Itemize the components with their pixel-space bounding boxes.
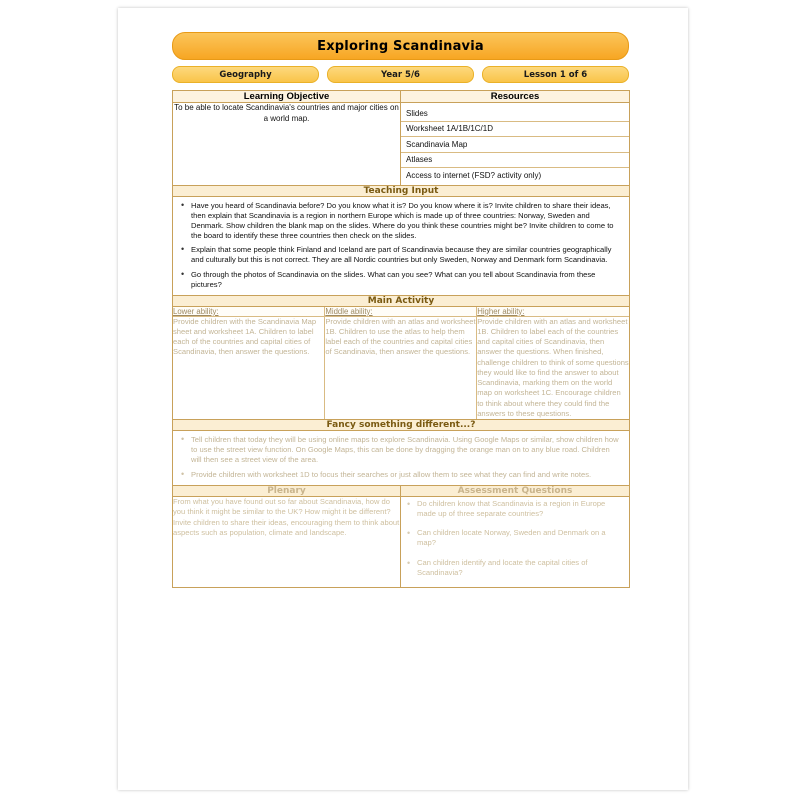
assessment-cell (401, 496, 630, 588)
resources-cell (401, 103, 630, 186)
list-item: Scandinavia Map (401, 137, 629, 153)
pill-year-group-label: Year 5/6 (381, 69, 420, 80)
list-item: Access to internet (FSD? activity only) (406, 170, 542, 180)
table-row-headers (173, 91, 630, 103)
pill-lesson-number (482, 66, 629, 83)
document-title-bar (172, 32, 629, 60)
resources-list (401, 103, 629, 185)
learning-objective-text: To be able to locate Scandinavia's countries and major cities on a world map. (173, 103, 401, 186)
main-activity-cell (173, 306, 630, 420)
list-item: • Have you heard of Scandinavia before? Do you know what it is? Do you know where it is? Invite children to share their ideas, then explain that Scandinavia is a region in northern Europe which is made up of three countries: Norway, Sweden and Denmark. Show children the blank map on the slides. Where do you think these countries might be? Invite children to come to the board to identify these three countries then check on the slides. (191, 201, 629, 241)
table-row-ability-headings (173, 307, 629, 317)
pill-subject (172, 66, 319, 83)
band-teaching-input: Teaching Input (173, 185, 630, 196)
list-item: Atlases (401, 153, 629, 169)
lesson-plan-table (172, 90, 630, 588)
header-learning-objective: Learning Objective (173, 91, 401, 103)
table-row-ability-columns (173, 306, 630, 420)
table-row-main-activity-band (173, 295, 630, 306)
table-row-plenary-content (173, 496, 630, 588)
ability-heading-higher: Higher ability: (477, 307, 629, 317)
lesson-plan (172, 32, 629, 588)
list-item: • Can children locate Norway, Sweden and Denmark on a map? (417, 528, 629, 549)
fancy-cell (173, 431, 630, 485)
table-row-teaching-band (173, 185, 630, 196)
ability-body-higher: Provide children with an atlas and worksheet 1B. Children to label each of the countries and capital cities of Scandinavia, then answer the questions. When finished, challenge children to think of some questions they would like to find the answer to about Scandinavia, marking them on the world map on worksheet 1C. Encourage children to think about where they could find the answers to these questions. (477, 316, 629, 418)
list-item: • Go through the photos of Scandinavia on the slides. What can you see? What can you tell about Scandinavia from these pictures? (191, 270, 629, 290)
band-fancy-something-different: Fancy something different...? (173, 420, 630, 431)
table-row-ability-bodies (173, 316, 629, 419)
ability-body-lower: Provide children with the Scandinavia Map sheet and worksheet 1A. Children to label each of the countries and capital cities of Scandinavia, then answer the questions. (173, 316, 325, 419)
fancy-list (173, 435, 629, 479)
table-row-plenary-band (173, 485, 630, 496)
list-item: • Explain that some people think Finland and Iceland are part of Scandinavia because they are similar countries geographically and culturally but this is not correct. They are all Nordic countries but only Sweden, Norway and Denmark form Scandinavia. (191, 245, 629, 265)
table-row-fancy-band (173, 420, 630, 431)
ability-body-middle: Provide children with an atlas and worksheet 1B. Children to use the atlas to help them label each of the countries and capital cities of Scandinavia, then answer the questions. (325, 316, 477, 419)
assessment-list (401, 499, 629, 579)
list-item: Worksheet 1A/1B/1C/1D (401, 122, 629, 138)
ability-heading-lower: Lower ability: (173, 307, 325, 317)
header-resources: Resources (401, 91, 630, 103)
ability-heading-middle: Middle ability: (325, 307, 477, 317)
subject-pill-row (172, 66, 629, 83)
list-item: • Provide children with worksheet 1D to focus their searches or just allow them to see what they can find and write notes. (191, 470, 629, 480)
list-item: • Do children know that Scandinavia is a region in Europe made up of three separate countries? (417, 499, 629, 520)
table-row-teaching-content (173, 196, 630, 295)
band-assessment-questions: Assessment Questions (401, 485, 630, 496)
teaching-input-cell (173, 196, 630, 295)
plenary-text: From what you have found out so far about Scandinavia, how do you think it might be similar to the UK? How might it be different? Invite children to share their ideas, encouraging them to think about aspects such as population, climate and landscape. (173, 496, 401, 588)
pill-lesson-number-label: Lesson 1 of 6 (523, 69, 588, 80)
pill-subject-label: Geography (219, 69, 272, 80)
page-title: Exploring Scandinavia (317, 38, 484, 54)
list-item: • Can children identify and locate the capital cities of Scandinavia? (417, 558, 629, 579)
list-item: Slides (401, 106, 629, 122)
table-row-fancy-content (173, 431, 630, 485)
list-item: • Tell children that today they will be using online maps to explore Scandinavia. Using Google Maps or similar, show children how to use the street view function. On Google Maps, this can be done by dragging the orange man on to any blue road. Children will then see a street view of the area. (191, 435, 629, 465)
table-row-objective-resources (173, 103, 630, 186)
pill-year-group (327, 66, 474, 83)
ability-table (173, 307, 629, 420)
band-plenary: Plenary (173, 485, 401, 496)
teaching-input-list (173, 201, 629, 290)
band-main-activity: Main Activity (173, 295, 630, 306)
